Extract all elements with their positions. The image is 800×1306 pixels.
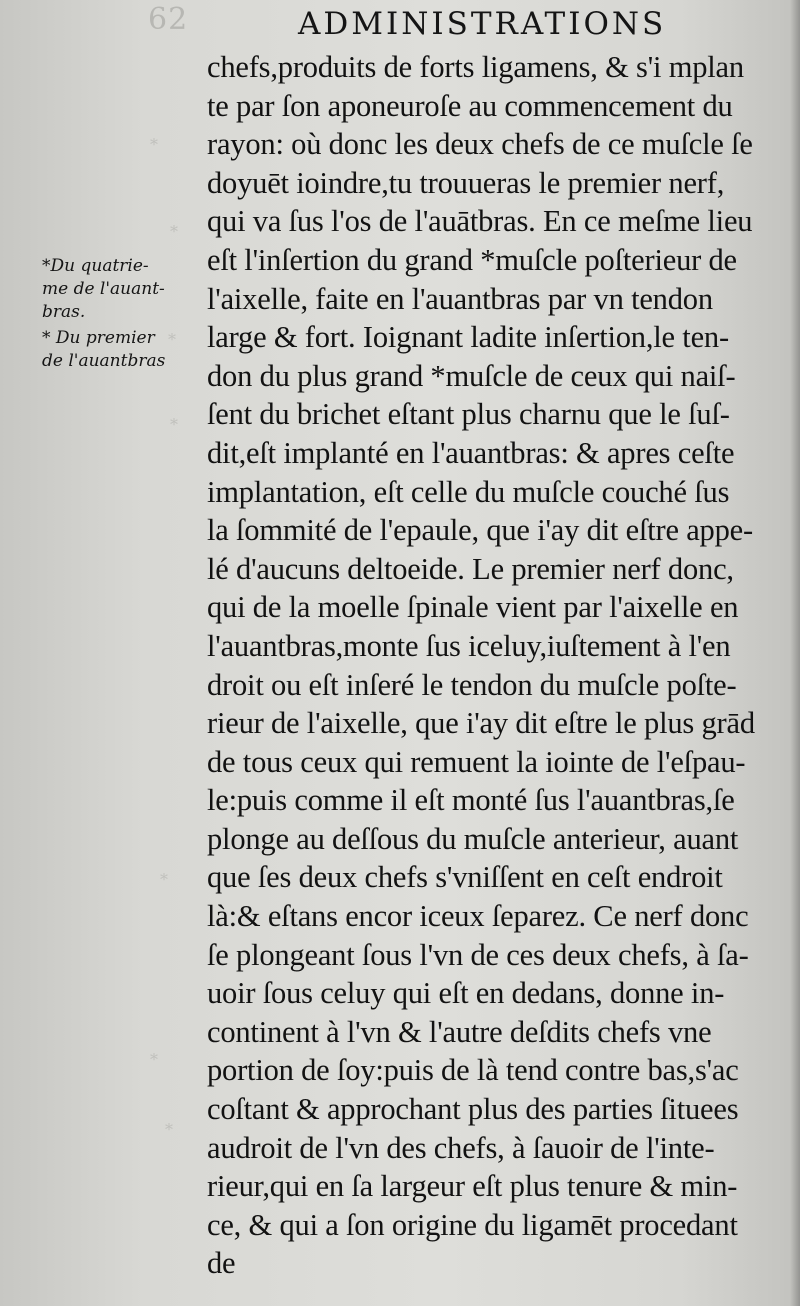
text-line: de tous ceux qui remuent la iointe de l'eſpau-: [207, 744, 746, 779]
text-line: coſtant & approchant plus des parties ſituees: [207, 1092, 739, 1127]
text-line: doyuēt ioindre,tu trouueras le premier nerf,: [207, 165, 725, 200]
bleed-through-area: * * * * * * *: [150, 135, 178, 1139]
gutter-shadow: [790, 0, 800, 1306]
text-line: ſe plongeant ſous l'vn de ces deux chefs, à ſa-: [207, 937, 749, 972]
text-line: implantation, eſt celle du muſcle couché ſus: [207, 474, 730, 509]
text-line: dit,eſt implanté en l'auantbras: & apres ceſte: [207, 435, 735, 470]
text-line: ce, & qui a ſon origine du ligamēt procedant: [207, 1207, 738, 1242]
page-number: 62: [148, 2, 189, 37]
main-text-block: [207, 48, 797, 1283]
text-line: là:& eſtans encor iceux ſeparez. Ce nerf donc: [207, 899, 749, 934]
text-line: de: [207, 1246, 236, 1281]
text-line: portion de ſoy:puis de là tend contre bas,s'ac: [207, 1053, 739, 1088]
text-line: continent à l'vn & l'autre deſdits chefs vne: [207, 1014, 712, 1049]
text-line: eſt l'inſertion du grand *muſcle poſterieur de: [207, 242, 737, 277]
running-head: ADMINISTRATIONS: [298, 6, 667, 42]
text-line: l'auantbras,monte ſus iceluy,iuſtement à l'en: [207, 628, 731, 663]
margin-note-line: * Du premier: [42, 328, 155, 348]
text-line: plonge au deſſous du muſcle anterieur, auant: [207, 821, 739, 856]
text-line: que ſes deux chefs s'vniſſent en ceſt endroit: [207, 860, 723, 895]
text-line: don du plus grand *muſcle de ceux qui naiſ-: [207, 358, 736, 393]
text-line: rieur de l'aixelle, que i'ay dit eſtre le plus grād: [207, 706, 755, 741]
margin-notes: [42, 255, 202, 373]
text-line: rieur,qui en ſa largeur eſt plus tenure & min-: [207, 1169, 738, 1204]
margin-note-line: me de l'auant-: [42, 279, 165, 299]
text-line: large & fort. Ioignant ladite inſertion,le ten-: [207, 320, 729, 355]
text-line: te par ſon aponeuroſe au commencement du: [207, 88, 733, 123]
margin-note-2: [42, 327, 202, 373]
margin-note-line: *Du quatrie-: [42, 256, 149, 276]
text-line: droit ou eſt inſeré le tendon du muſcle poſte-: [207, 667, 737, 702]
text-line: qui va ſus l'os de l'auātbras. En ce meſme lieu: [207, 204, 753, 239]
text-line: chefs,produits de forts ligamens, & s'i mplan: [207, 50, 744, 84]
text-line: qui de la moelle ſpinale vient par l'aixelle en: [207, 590, 739, 625]
margin-note-1: [42, 255, 202, 324]
text-line: audroit de l'vn des chefs, à ſauoir de l'inte-: [207, 1130, 715, 1165]
margin-note-line: de l'auantbras: [42, 351, 166, 371]
text-line: lé d'aucuns deltoeide. Le premier nerf donc,: [207, 551, 734, 586]
margin-note-line: bras.: [42, 302, 86, 322]
text-line: rayon: où donc les deux chefs de ce muſcle ſe: [207, 127, 753, 162]
text-line: uoir ſous celuy qui eſt en dedans, donne in-: [207, 976, 725, 1011]
text-line: ſent du brichet eſtant plus charnu que le ſuſ-: [207, 397, 730, 432]
text-line: le:puis comme il eſt monté ſus l'auantbras,ſe: [207, 783, 735, 818]
text-line: la ſommité de l'epaule, que i'ay dit eſtre appe-: [207, 513, 753, 548]
text-line: l'aixelle, faite en l'auantbras par vn tendon: [207, 281, 713, 316]
